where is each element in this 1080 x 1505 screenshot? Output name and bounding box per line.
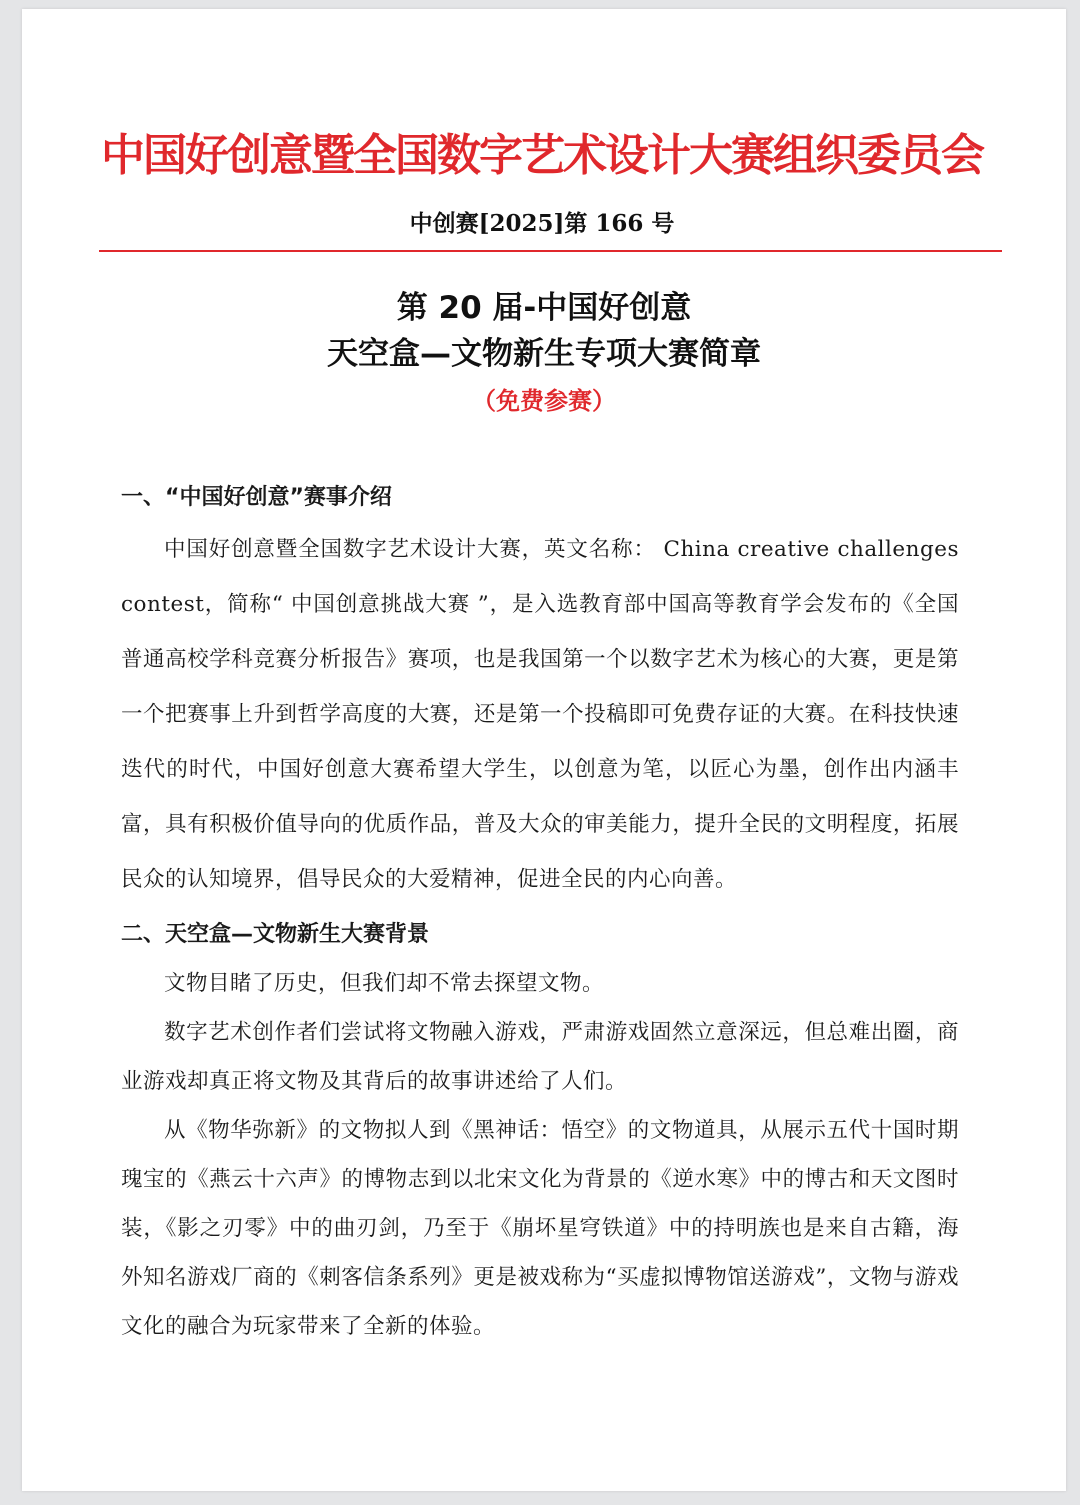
section-1-heading: 一、“中国好创意”赛事介绍 (121, 485, 392, 510)
section-2-paragraph-2: 数字艺术创作者们尝试将文物融入游戏，严肃游戏固然立意深远，但总难出圈，商业游戏却真正将文物及其背后的故事讲述给了人们。 (121, 1020, 959, 1094)
section-2-heading: 二、天空盒—文物新生大赛背景 (121, 922, 430, 947)
document-title (22, 285, 1066, 421)
title-line-1: 第 20 届-中国好创意 (396, 290, 692, 326)
section-2-paragraph-1: 文物目睹了历史，但我们却不常去探望文物。 (164, 971, 605, 996)
document-number: 中创赛[2025]第 166 号 (409, 210, 675, 237)
free-entry-note: （免费参赛） (472, 387, 616, 415)
organization-title: 中国好创意暨全国数字艺术设计大赛组织委员会 (101, 130, 983, 181)
section-1-paragraph: 中国好创意暨全国数字艺术设计大赛，英文名称： China creative challenges contest，简称“ 中国创意挑战大赛 ”，是入选教育部中国高等教育学会发布的《全国普通高校学科竞赛分析报告》赛项，也是我国第一个以数字艺术为核心的大赛，更是第一个把赛事上升到哲学高度的大赛，还是第一个投稿即可免费存证的大赛。在科技快速迭代的时代，中国好创意大赛希望大学生，以创意为笔，以匠心为墨，创作出内涵丰富，具有积极价值导向的优质作品，普及大众的审美能力，提升全民的文明程度，拓展民众的认知境界，倡导民众的大爱精神，促进全民的内心向善。 (121, 537, 959, 892)
red-divider (99, 250, 1002, 252)
title-line-2: 天空盒—文物新生专项大赛简章 (327, 336, 761, 372)
document-body (121, 474, 959, 1351)
section-2-paragraph-3: 从《物华弥新》的文物拟人到《黑神话：悟空》的文物道具，从展示五代十国时期瑰宝的《燕云十六声》的博物志到以北宋文化为背景的《逆水寒》中的博古和天文图时装，《影之刃零》中的曲刃剑，乃至于《崩坏星穹铁道》中的持明族也是来自古籍，海外知名游戏厂商的《刺客信条系列》更是被戏称为“买虚拟博物馆送游戏”，文物与游戏文化的融合为玩家带来了全新的体验。 (121, 1118, 959, 1339)
document-page (22, 9, 1066, 1491)
